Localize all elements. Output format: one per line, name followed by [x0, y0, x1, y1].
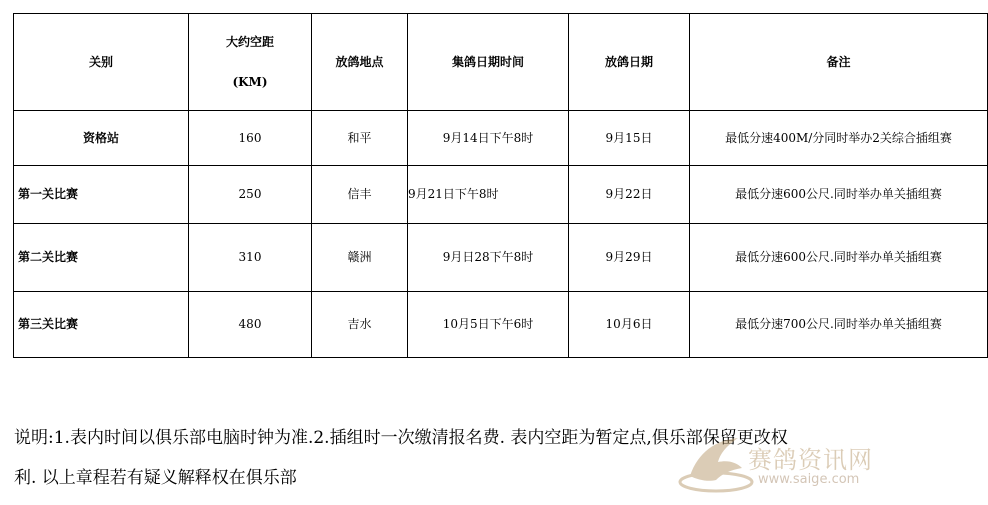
- cell-collection: 9月21日下午8时: [408, 166, 569, 224]
- header-stage: 关别: [14, 14, 189, 111]
- cell-remarks: 最低分速600公尺.同时举办单关插组赛: [690, 224, 988, 292]
- header-row: [14, 14, 988, 111]
- watermark-site-url: www.saige.com: [758, 472, 860, 487]
- cell-stage: 第三关比赛: [14, 292, 189, 358]
- cell-release: 9月15日: [569, 111, 690, 166]
- cell-stage: 第二关比赛: [14, 224, 189, 292]
- header-remarks: 备注: [690, 14, 988, 111]
- cell-remarks: 最低分速600公尺.同时举办单关插组赛: [690, 166, 988, 224]
- site-watermark: [676, 432, 906, 496]
- cell-location: 赣洲: [312, 224, 408, 292]
- header-release-location: 放鸽地点: [312, 14, 408, 111]
- table-row: [14, 292, 988, 358]
- header-collection-datetime: 集鸽日期时间: [408, 14, 569, 111]
- header-release-date: 放鸽日期: [569, 14, 690, 111]
- cell-distance: 310: [189, 224, 312, 292]
- header-distance-label: 大约空距: [225, 34, 274, 49]
- cell-release: 9月22日: [569, 166, 690, 224]
- cell-distance: 480: [189, 292, 312, 358]
- cell-location: 吉水: [312, 292, 408, 358]
- table-row: [14, 111, 988, 166]
- cell-remarks: 最低分速400M/分同时举办2关综合插组赛: [690, 111, 988, 166]
- header-distance-unit: (KM): [232, 75, 268, 89]
- race-schedule-table: [13, 13, 988, 358]
- cell-collection: 10月5日下午6时: [408, 292, 569, 358]
- watermark-site-name: 赛鸽资讯网: [748, 446, 873, 474]
- cell-collection: 9月日28下午8时: [408, 224, 569, 292]
- cell-distance: 250: [189, 166, 312, 224]
- table-row: [14, 166, 988, 224]
- cell-distance: 160: [189, 111, 312, 166]
- table-row: [14, 224, 988, 292]
- note-line-2: 利. 以上章程若有疑义解释权在俱乐部: [14, 468, 297, 488]
- cell-stage: 资格站: [14, 111, 189, 166]
- cell-collection: 9月14日下午8时: [408, 111, 569, 166]
- note-line-1: 说明:1.表内时间以俱乐部电脑时钟为准.2.插组时一次缴清报名费. 表内空距为暂定点,俱乐部保留更改权: [14, 428, 788, 448]
- cell-release: 10月6日: [569, 292, 690, 358]
- header-distance: [189, 14, 312, 111]
- cell-release: 9月29日: [569, 224, 690, 292]
- cell-location: 信丰: [312, 166, 408, 224]
- cell-remarks: 最低分速700公尺.同时举办单关插组赛: [690, 292, 988, 358]
- cell-stage: 第一关比赛: [14, 166, 189, 224]
- pigeon-logo-icon: [676, 432, 756, 496]
- cell-location: 和平: [312, 111, 408, 166]
